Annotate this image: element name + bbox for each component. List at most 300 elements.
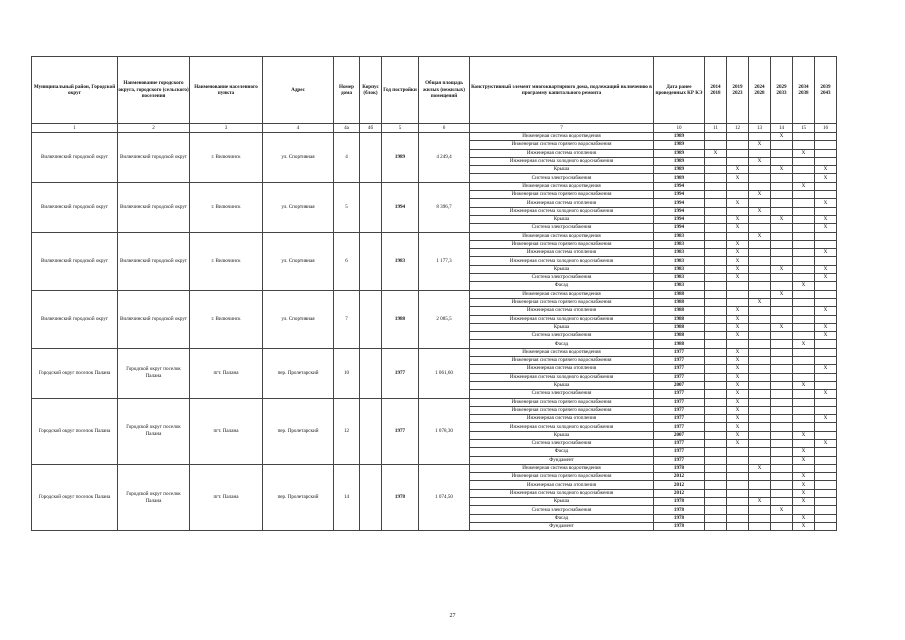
period-mark-cell [771,249,793,257]
period-mark-cell [727,290,749,298]
period-mark-cell [749,365,771,373]
period-mark-cell [771,498,793,506]
column-number: 11 [705,124,727,133]
period-mark-cell [771,522,793,530]
period-mark-cell [815,157,837,165]
settlement-cell: Городской округ поселок Палана [118,464,190,530]
period-mark-cell [705,315,727,323]
period-mark-cell: X [815,166,837,174]
repair-date-cell: 1994 [654,207,705,215]
period-mark-cell [749,514,771,522]
period-mark-cell [771,207,793,215]
period-mark-cell [815,406,837,414]
period-mark-cell [771,381,793,389]
header-area: Общая площадь жилых (нежилых) помещений [419,57,470,124]
element-name-cell: Инженерная система горячего водоснабжения [470,357,654,365]
period-mark-cell [705,257,727,265]
locality-cell: г. Вилючинск [190,133,263,183]
settlement-cell: Вилючинский городской округ [118,290,190,348]
period-mark-cell [727,232,749,240]
header-period-1: 2014 2018 [705,57,727,124]
element-name-cell: Фасад [470,282,654,290]
house-number-cell: 14 [334,464,360,530]
header-repair-date: Дата ранее проведенных КР КЭ [654,57,705,124]
repair-date-cell: 1977 [654,348,705,356]
period-mark-cell [771,439,793,447]
element-name-cell: Инженерная система горячего водоснабжения [470,406,654,414]
period-mark-cell: X [793,149,815,157]
period-mark-cell [793,141,815,149]
period-mark-cell [749,282,771,290]
period-mark-cell: X [771,166,793,174]
period-mark-cell [771,473,793,481]
period-mark-cell [815,191,837,199]
period-mark-cell: X [727,224,749,232]
period-mark-cell [705,439,727,447]
repair-date-cell: 2012 [654,473,705,481]
element-name-cell: Инженерная система холодного водоснабжения [470,257,654,265]
element-name-cell: Крыша [470,265,654,273]
period-mark-cell [771,448,793,456]
area-cell: 1 074,50 [419,464,470,530]
table-row [32,133,837,141]
period-mark-cell [771,191,793,199]
repair-date-cell: 1983 [654,282,705,290]
house-number-cell: 7 [334,290,360,348]
period-mark-cell [771,365,793,373]
period-mark-cell: X [793,431,815,439]
element-name-cell: Крыша [470,323,654,331]
period-mark-cell [793,439,815,447]
period-mark-cell [771,274,793,282]
repair-date-cell: 1988 [654,315,705,323]
area-cell: 1 061,60 [419,348,470,398]
table-row [32,182,837,190]
period-mark-cell [749,290,771,298]
address-cell: ул. Спортивная [263,182,334,232]
period-mark-cell [705,431,727,439]
period-mark-cell [727,133,749,141]
repair-date-cell: 1994 [654,215,705,223]
period-mark-cell: X [793,473,815,481]
period-mark-cell [793,390,815,398]
repair-date-cell: 1988 [654,323,705,331]
header-period-5: 2034 2038 [793,57,815,124]
period-mark-cell [793,191,815,199]
period-mark-cell [705,498,727,506]
period-mark-cell: X [749,232,771,240]
element-name-cell: Крыша [470,215,654,223]
repair-date-cell: 1983 [654,249,705,257]
period-mark-cell: X [727,415,749,423]
period-mark-cell [705,365,727,373]
period-mark-cell [749,415,771,423]
area-cell: 1 177,3 [419,232,470,290]
element-name-cell: Инженерная система горячего водоснабжения [470,473,654,481]
period-mark-cell [727,191,749,199]
address-cell: ул. Спортивная [263,290,334,348]
period-mark-cell [749,249,771,257]
header-period-6: 2039 2043 [815,57,837,124]
element-name-cell: Фасад [470,340,654,348]
period-mark-cell [793,506,815,514]
period-mark-cell [705,514,727,522]
period-mark-cell [705,224,727,232]
period-mark-cell: X [815,274,837,282]
period-mark-cell [705,348,727,356]
period-mark-cell: X [793,456,815,464]
block-cell [360,464,382,530]
element-name-cell: Инженерная система холодного водоснабжения [470,423,654,431]
element-name-cell: Инженерная система горячего водоснабжения [470,398,654,406]
element-name-cell: Инженерная система отопления [470,249,654,257]
table-row [32,348,837,356]
repair-date-cell: 1989 [654,157,705,165]
period-mark-cell: X [815,199,837,207]
repair-date-cell: 1977 [654,390,705,398]
house-number-cell: 10 [334,348,360,398]
period-mark-cell [815,182,837,190]
year-cell: 1977 [382,348,419,398]
period-mark-cell [815,489,837,497]
element-name-cell: Инженерная система холодного водоснабжения [470,489,654,497]
year-cell: 1983 [382,232,419,290]
period-mark-cell [749,240,771,248]
period-mark-cell [771,456,793,464]
repair-date-cell: 1988 [654,290,705,298]
period-mark-cell [793,257,815,265]
period-mark-cell [749,133,771,141]
period-mark-cell [815,498,837,506]
repair-date-cell: 1994 [654,182,705,190]
column-number: 3 [190,124,263,133]
period-mark-cell [771,398,793,406]
element-name-cell: Фасад [470,448,654,456]
element-name-cell: Инженерная система водоотведения [470,464,654,472]
period-mark-cell [727,481,749,489]
period-mark-cell [705,174,727,182]
period-mark-cell [705,456,727,464]
period-mark-cell: X [749,298,771,306]
locality-cell: г. Вилючинск [190,182,263,232]
element-name-cell: Система электроснабжения [470,506,654,514]
period-mark-cell [727,464,749,472]
period-mark-cell [749,489,771,497]
period-mark-cell [815,340,837,348]
repair-date-cell: 1978 [654,464,705,472]
period-mark-cell: X [727,166,749,174]
element-name-cell: Фундамент [470,522,654,530]
period-mark-cell [815,423,837,431]
column-number: 4 [263,124,334,133]
house-number-cell: 6 [334,232,360,290]
repair-date-cell: 1989 [654,141,705,149]
period-mark-cell: X [727,240,749,248]
period-mark-cell: X [793,182,815,190]
district-cell: Вилючинский городской округ [32,232,118,290]
year-cell: 1988 [382,290,419,348]
period-mark-cell [771,489,793,497]
period-mark-cell [793,323,815,331]
period-mark-cell [705,398,727,406]
period-mark-cell: X [793,481,815,489]
address-cell: пер. Пролетарский [263,348,334,398]
period-mark-cell: X [771,133,793,141]
period-mark-cell: X [793,498,815,506]
period-mark-cell [749,398,771,406]
period-mark-cell [749,274,771,282]
header-row [32,57,837,124]
repair-date-cell: 1977 [654,448,705,456]
period-mark-cell: X [727,381,749,389]
period-mark-cell [793,464,815,472]
period-mark-cell [749,456,771,464]
period-mark-cell [705,323,727,331]
period-mark-cell [793,215,815,223]
district-cell: Городской округ поселок Палана [32,348,118,398]
period-mark-cell: X [727,406,749,414]
period-mark-cell: X [727,423,749,431]
column-number: 1 [32,124,118,133]
period-mark-cell [749,215,771,223]
period-mark-cell [705,332,727,340]
period-mark-cell [771,257,793,265]
period-mark-cell [771,157,793,165]
period-mark-cell [727,157,749,165]
column-number: 4б [360,124,382,133]
period-mark-cell: X [727,373,749,381]
period-mark-cell: X [727,348,749,356]
period-mark-cell: X [815,265,837,273]
period-mark-cell: X [727,323,749,331]
period-mark-cell [727,522,749,530]
house-number-cell: 4 [334,133,360,183]
period-mark-cell [815,514,837,522]
header-address: Адрес [263,57,334,124]
period-mark-cell [705,191,727,199]
column-number: 2 [118,124,190,133]
period-mark-cell [705,157,727,165]
period-mark-cell [705,274,727,282]
period-mark-cell [749,390,771,398]
period-mark-cell [749,340,771,348]
period-mark-cell [705,357,727,365]
period-mark-cell: X [793,489,815,497]
header-period-4: 2029 2033 [771,57,793,124]
period-mark-cell [793,348,815,356]
element-name-cell: Инженерная система отопления [470,365,654,373]
district-cell: Городской округ поселок Палана [32,398,118,464]
period-mark-cell: X [727,398,749,406]
period-mark-cell [771,298,793,306]
element-name-cell: Система электроснабжения [470,174,654,182]
period-mark-cell [705,506,727,514]
period-mark-cell: X [815,307,837,315]
period-mark-cell: X [727,307,749,315]
element-name-cell: Крыша [470,498,654,506]
header-period-3: 2024 2028 [749,57,771,124]
period-mark-cell: X [749,191,771,199]
locality-cell: пгт. Палана [190,348,263,398]
header-settlement: Наименование городского округа, городского (сельского) поселения [118,57,190,124]
period-mark-cell: X [727,199,749,207]
period-mark-cell [771,415,793,423]
area-cell: 4 249,4 [419,133,470,183]
period-mark-cell [793,199,815,207]
period-mark-cell: X [727,315,749,323]
period-mark-cell [793,298,815,306]
period-mark-cell [793,166,815,174]
period-mark-cell [771,481,793,489]
period-mark-cell [727,489,749,497]
period-mark-cell [727,207,749,215]
period-mark-cell [705,381,727,389]
locality-cell: пгт. Палана [190,464,263,530]
period-mark-cell [815,141,837,149]
period-mark-cell [815,456,837,464]
period-mark-cell [727,141,749,149]
period-mark-cell: X [727,390,749,398]
period-mark-cell [727,282,749,290]
element-name-cell: Инженерная система водоотведения [470,348,654,356]
repair-date-cell: 1978 [654,514,705,522]
period-mark-cell [727,506,749,514]
period-mark-cell: X [815,224,837,232]
house-number-cell: 12 [334,398,360,464]
period-mark-cell: X [793,381,815,389]
element-name-cell: Инженерная система горячего водоснабжения [470,191,654,199]
period-mark-cell [749,348,771,356]
repair-date-cell: 1994 [654,199,705,207]
period-mark-cell [815,298,837,306]
period-mark-cell [705,489,727,497]
period-mark-cell: X [727,357,749,365]
period-mark-cell [705,473,727,481]
repair-date-cell: 1977 [654,439,705,447]
period-mark-cell [815,398,837,406]
period-mark-cell [705,265,727,273]
period-mark-cell [771,423,793,431]
period-mark-cell [749,473,771,481]
repair-date-cell: 1988 [654,307,705,315]
element-name-cell: Инженерная система водоотведения [470,182,654,190]
header-period-2: 2019 2023 [727,57,749,124]
table-row [32,232,837,240]
period-mark-cell [771,224,793,232]
period-mark-cell [749,224,771,232]
element-name-cell: Инженерная система холодного водоснабжения [470,373,654,381]
period-mark-cell [727,298,749,306]
period-mark-cell: X [771,506,793,514]
period-mark-cell [705,282,727,290]
period-mark-cell [771,406,793,414]
period-mark-cell [815,348,837,356]
element-name-cell: Инженерная система отопления [470,481,654,489]
period-mark-cell [815,232,837,240]
element-name-cell: Инженерная система горячего водоснабжения [470,298,654,306]
period-mark-cell [793,133,815,141]
period-mark-cell: X [793,522,815,530]
period-mark-cell [815,290,837,298]
period-mark-cell [705,298,727,306]
element-name-cell: Инженерная система холодного водоснабжения [470,315,654,323]
period-mark-cell [771,174,793,182]
repair-date-cell: 1977 [654,456,705,464]
period-mark-cell [771,282,793,290]
header-district: Муниципальный район, Городской округ [32,57,118,124]
period-mark-cell [793,398,815,406]
period-mark-cell [727,149,749,157]
period-mark-cell [771,431,793,439]
period-mark-cell [815,257,837,265]
period-mark-cell: X [815,323,837,331]
period-mark-cell [749,166,771,174]
period-mark-cell [749,199,771,207]
period-mark-cell [749,149,771,157]
year-cell: 1994 [382,182,419,232]
column-number-row [32,124,837,133]
element-name-cell: Система электроснабжения [470,332,654,340]
repair-date-cell: 1983 [654,232,705,240]
repair-date-cell: 1978 [654,506,705,514]
period-mark-cell [793,265,815,273]
period-mark-cell [749,406,771,414]
period-mark-cell [749,307,771,315]
period-mark-cell [749,315,771,323]
period-mark-cell [815,315,837,323]
element-name-cell: Система электроснабжения [470,439,654,447]
period-mark-cell: X [727,431,749,439]
column-number: 6 [419,124,470,133]
period-mark-cell [705,141,727,149]
period-mark-cell [815,522,837,530]
element-name-cell: Фундамент [470,456,654,464]
district-cell: Городской округ поселок Палана [32,464,118,530]
period-mark-cell [793,157,815,165]
capital-repair-table [31,56,837,531]
period-mark-cell [771,232,793,240]
period-mark-cell [705,249,727,257]
header-block: Корпус (блок) [360,57,382,124]
table-body [32,133,837,531]
table-row [32,464,837,472]
period-mark-cell: X [815,415,837,423]
period-mark-cell [727,498,749,506]
period-mark-cell [749,448,771,456]
period-mark-cell: X [727,215,749,223]
period-mark-cell [705,133,727,141]
table-row [32,398,837,406]
period-mark-cell [815,464,837,472]
period-mark-cell [749,381,771,389]
period-mark-cell [749,332,771,340]
period-mark-cell [771,149,793,157]
period-mark-cell [771,199,793,207]
period-mark-cell: X [815,365,837,373]
period-mark-cell [793,307,815,315]
period-mark-cell: X [793,448,815,456]
element-name-cell: Крыша [470,381,654,389]
period-mark-cell: X [815,439,837,447]
period-mark-cell [815,373,837,381]
year-cell: 1977 [382,398,419,464]
element-name-cell: Инженерная система отопления [470,415,654,423]
period-mark-cell: X [815,249,837,257]
element-name-cell: Инженерная система холодного водоснабжения [470,157,654,165]
period-mark-cell [749,265,771,273]
column-number: 15 [793,124,815,133]
period-mark-cell [815,448,837,456]
